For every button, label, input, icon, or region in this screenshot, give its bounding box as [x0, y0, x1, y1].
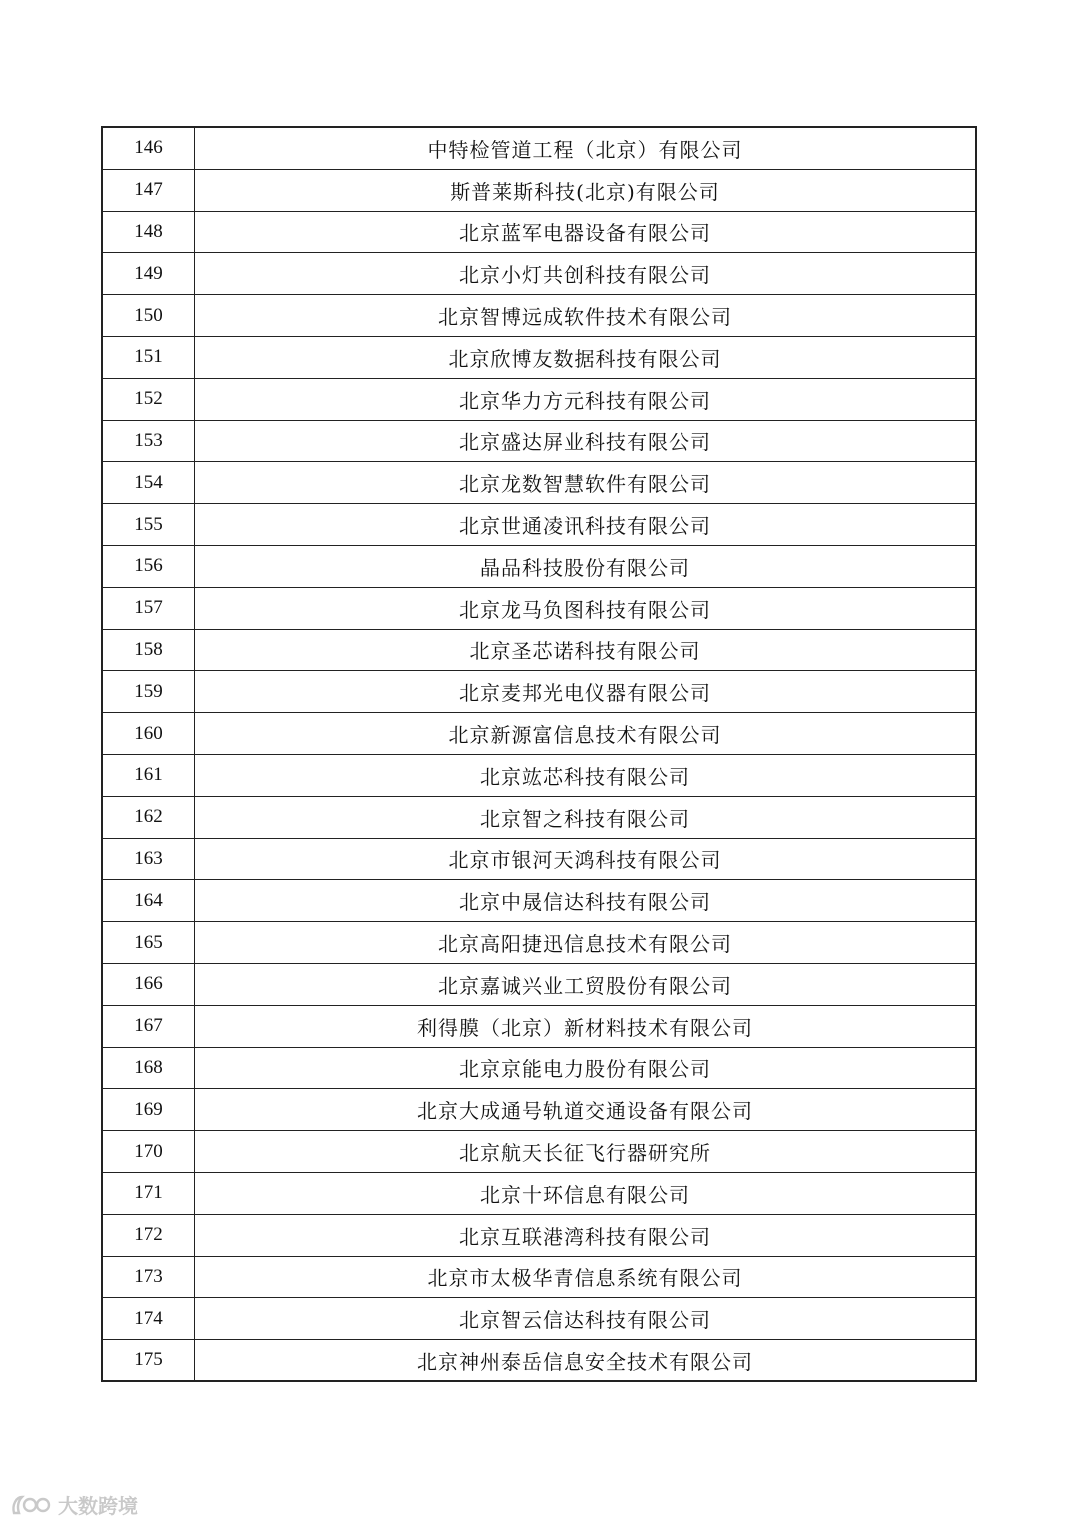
company-table [101, 126, 977, 1382]
row-number: 161 [103, 755, 195, 796]
row-number: 167 [103, 1006, 195, 1047]
company-name: 北京智之科技有限公司 [480, 806, 690, 831]
watermark-text: 大数跨境 [58, 1494, 138, 1518]
company-name: 北京十环信息有限公司 [480, 1182, 690, 1207]
row-number: 157 [103, 588, 195, 629]
company-name: 北京智博远成软件技术有限公司 [438, 305, 732, 330]
company-name: 北京新源富信息技术有限公司 [448, 723, 722, 748]
table-row [103, 630, 975, 672]
row-number: 158 [103, 630, 195, 671]
table-row [103, 504, 975, 546]
row-number: 174 [103, 1298, 195, 1339]
company-name: 北京盛达屏业科技有限公司 [459, 430, 711, 455]
table-row [103, 1257, 975, 1299]
company-name: 北京航天长征飞行器研究所 [459, 1141, 711, 1166]
company-name: 北京互联港湾科技有限公司 [459, 1224, 711, 1249]
table-row [103, 713, 975, 755]
row-number: 172 [103, 1215, 195, 1256]
company-name: 斯普莱斯科技(北京)有限公司 [450, 179, 720, 204]
row-number: 175 [103, 1340, 195, 1380]
row-number: 166 [103, 964, 195, 1005]
table-row [103, 755, 975, 797]
watermark [10, 1490, 138, 1519]
table-row [103, 1298, 975, 1340]
company-name: 北京京能电力股份有限公司 [459, 1057, 711, 1082]
company-name: 利得膜（北京）新材料技术有限公司 [417, 1015, 753, 1040]
table-row [103, 922, 975, 964]
row-number: 148 [103, 212, 195, 253]
company-name: 北京龙马负图科技有限公司 [459, 597, 711, 622]
company-name: 北京嘉诚兴业工贸股份有限公司 [438, 973, 732, 998]
company-name: 北京龙数智慧软件有限公司 [459, 472, 711, 497]
table-row [103, 253, 975, 295]
row-number: 171 [103, 1173, 195, 1214]
company-name: 北京高阳捷迅信息技术有限公司 [438, 932, 732, 957]
table-row [103, 1131, 975, 1173]
table-row [103, 839, 975, 881]
company-name: 北京小灯共创科技有限公司 [459, 263, 711, 288]
company-name: 北京蓝军电器设备有限公司 [459, 221, 711, 246]
table-row [103, 128, 975, 170]
table-row [103, 1215, 975, 1257]
table-row [103, 1340, 975, 1382]
row-number: 159 [103, 671, 195, 712]
table-row [103, 1173, 975, 1215]
table-row [103, 379, 975, 421]
row-number: 150 [103, 295, 195, 336]
company-name: 北京市银河天鸿科技有限公司 [448, 848, 722, 873]
row-number: 153 [103, 421, 195, 462]
table-row [103, 588, 975, 630]
company-name: 北京麦邦光电仪器有限公司 [459, 681, 711, 706]
row-number: 162 [103, 797, 195, 838]
company-name: 北京华力方元科技有限公司 [459, 388, 711, 413]
table-row [103, 295, 975, 337]
company-name: 北京市太极华青信息系统有限公司 [427, 1266, 743, 1291]
table-row [103, 964, 975, 1006]
row-number: 152 [103, 379, 195, 420]
row-number: 168 [103, 1048, 195, 1089]
row-number: 149 [103, 253, 195, 294]
company-name: 北京智云信达科技有限公司 [459, 1308, 711, 1333]
company-name: 北京神州泰岳信息安全技术有限公司 [417, 1349, 753, 1374]
table-row [103, 797, 975, 839]
company-name: 北京世通凌讯科技有限公司 [459, 514, 711, 539]
row-number: 173 [103, 1257, 195, 1298]
table-row [103, 1048, 975, 1090]
row-number: 165 [103, 922, 195, 963]
table-row [103, 212, 975, 254]
company-name: 北京圣芯诺科技有限公司 [469, 639, 701, 664]
company-name: 晶品科技股份有限公司 [480, 555, 690, 580]
table-row [103, 462, 975, 504]
table-row [103, 880, 975, 922]
brand-logo-icon [10, 1493, 52, 1517]
company-name: 北京竑芯科技有限公司 [480, 764, 690, 789]
company-name: 北京中晟信达科技有限公司 [459, 890, 711, 915]
row-number: 146 [103, 128, 195, 169]
table-row [103, 421, 975, 463]
company-name: 中特检管道工程（北京）有限公司 [427, 137, 743, 162]
row-number: 170 [103, 1131, 195, 1172]
company-name: 北京大成通号轨道交通设备有限公司 [417, 1099, 753, 1124]
row-number: 163 [103, 839, 195, 880]
table-row [103, 671, 975, 713]
row-number: 156 [103, 546, 195, 587]
row-number: 155 [103, 504, 195, 545]
company-name: 北京欣博友数据科技有限公司 [448, 346, 722, 371]
table-row [103, 546, 975, 588]
table-row [103, 170, 975, 212]
row-number: 151 [103, 337, 195, 378]
row-number: 154 [103, 462, 195, 503]
table-row [103, 1006, 975, 1048]
row-number: 160 [103, 713, 195, 754]
row-number: 164 [103, 880, 195, 921]
row-number: 147 [103, 170, 195, 211]
table-row [103, 1089, 975, 1131]
row-number: 169 [103, 1089, 195, 1130]
table-row [103, 337, 975, 379]
